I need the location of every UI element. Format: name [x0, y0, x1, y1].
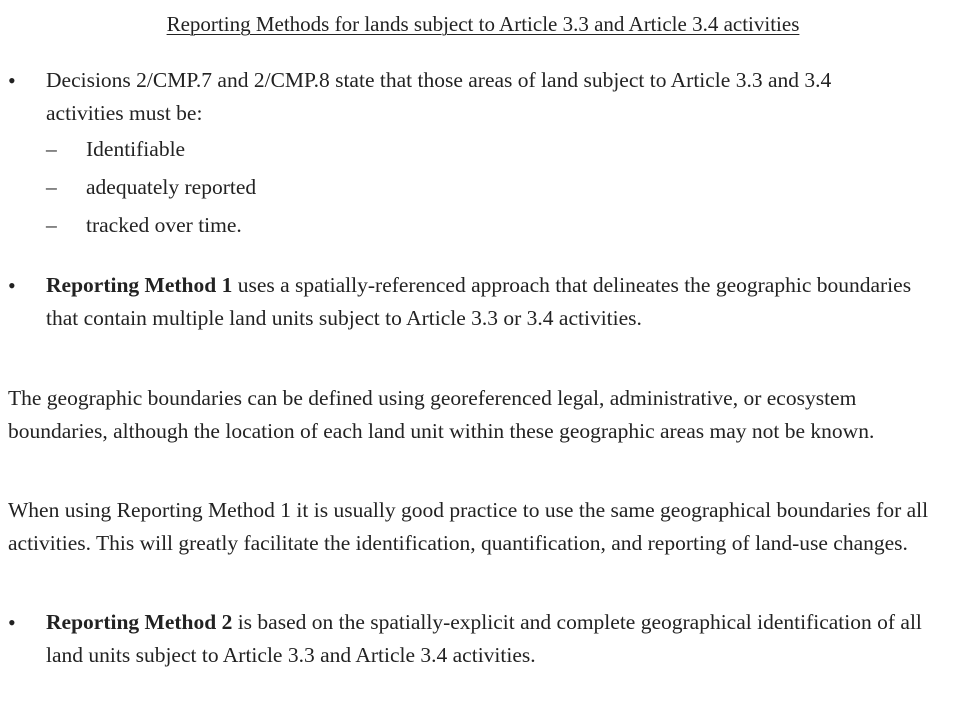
sub-item-text: Identifiable	[86, 137, 186, 161]
bullet-text	[46, 606, 956, 672]
dash-icon: –	[46, 175, 57, 199]
paragraph-good-practice: When using Reporting Method 1 it is usually good practice to use the same geographical boundaries for all activities. This will greatly facilitate the identification, quantification, and reporting of land-use changes.	[8, 498, 929, 555]
bullet-item-method-1	[0, 269, 960, 369]
sub-item-tracked	[46, 209, 242, 242]
dash-icon: –	[46, 137, 57, 161]
sub-item-reported	[46, 171, 256, 204]
method-1-label: Reporting Method 1	[46, 273, 233, 297]
bullet-item-decisions	[0, 64, 960, 134]
sub-item-text: tracked over time.	[86, 213, 242, 237]
dash-icon: –	[46, 213, 57, 237]
sub-item-identifiable	[46, 133, 185, 166]
sub-item-text: adequately reported	[86, 175, 257, 199]
bullet-text	[46, 269, 926, 335]
method-1-description: uses a spatially-referenced approach that delineates the geographic boundaries that contain multiple land units subject to Article 3.3 or 3.4 activities.	[46, 273, 912, 330]
bullet-icon: •	[8, 273, 16, 298]
method-2-label: Reporting Method 2	[46, 610, 233, 634]
bullet-item-method-2	[0, 606, 960, 716]
bullet-icon: •	[8, 610, 16, 635]
method-2-description: is based on the spatially-explicit and complete geographical identification of all land units subject to Article 3.3 and Article 3.4 activities.	[46, 610, 922, 667]
slide-title: Reporting Methods for lands subject to Article 3.3 and Article 3.4 activities	[166, 12, 800, 36]
paragraph-boundaries: The geographic boundaries can be defined using georeferenced legal, administrative, or ecosystem boundaries, although the location of each land unit within these geographic areas may not be known.	[8, 386, 875, 443]
bullet-text: Decisions 2/CMP.7 and 2/CMP.8 state that those areas of land subject to Article 3.3 and 3.4 activities must be:	[46, 68, 832, 125]
bullet-icon: •	[8, 68, 16, 93]
